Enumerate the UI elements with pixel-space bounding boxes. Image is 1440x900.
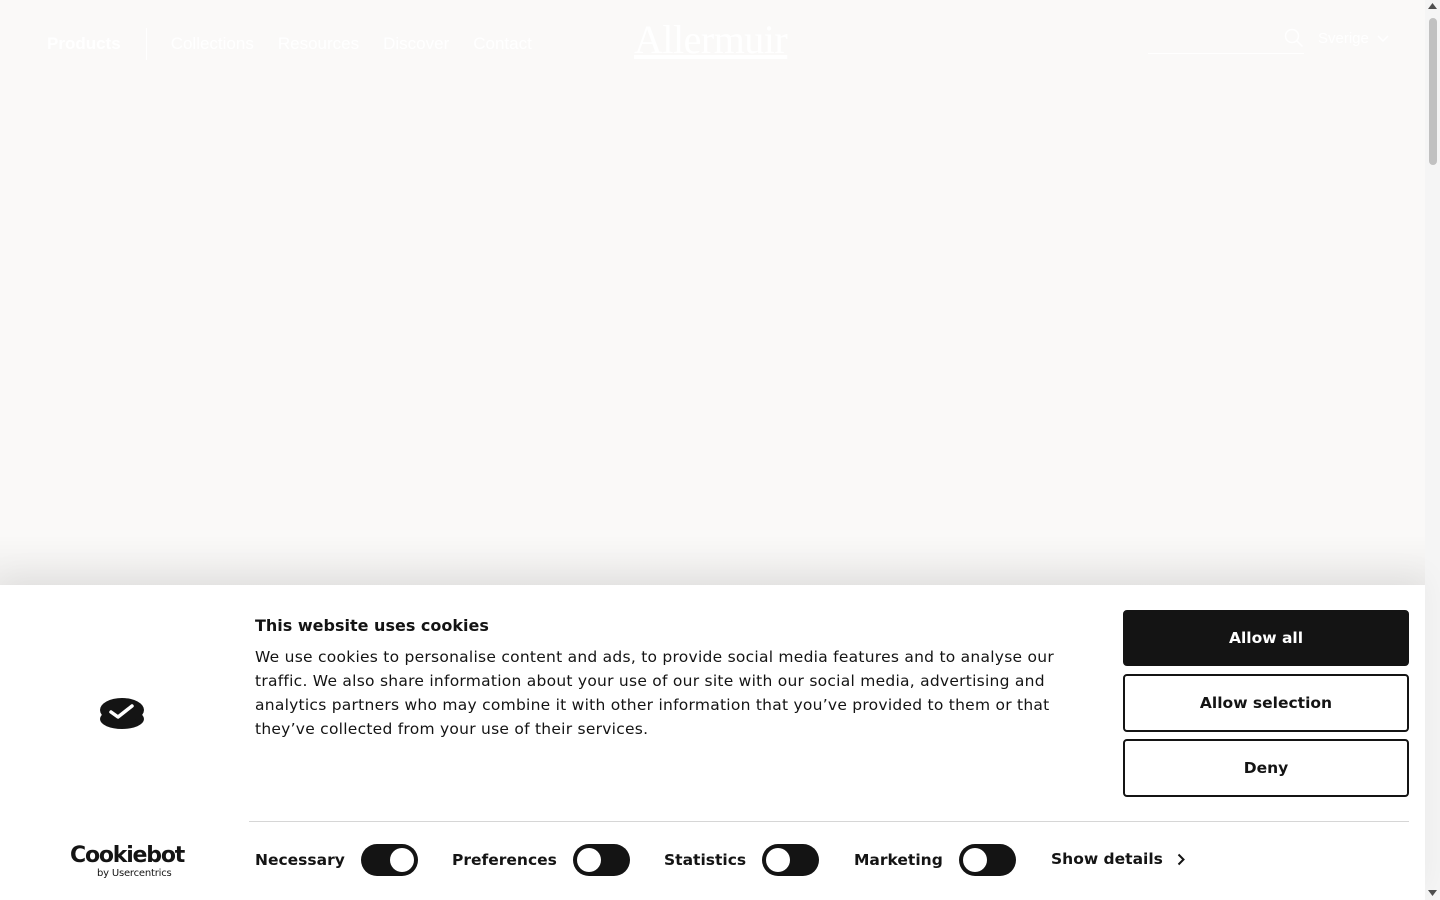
cookie-consent-dialog: [0, 585, 1425, 900]
statistics-switch[interactable]: [762, 844, 819, 876]
switch-knob: [390, 848, 414, 872]
scroll-down-arrow-icon[interactable]: [1428, 890, 1437, 896]
site-logo[interactable]: Allermuir: [634, 17, 788, 62]
switch-knob: [766, 848, 790, 872]
cookie-divider: [249, 821, 1409, 822]
nav-divider: [146, 28, 147, 60]
scroll-thumb[interactable]: [1429, 18, 1437, 165]
language-label: Sverige: [1318, 30, 1369, 47]
cookiebot-logo[interactable]: [70, 843, 185, 879]
marketing-switch[interactable]: [959, 844, 1016, 876]
page-scrollbar[interactable]: [1425, 0, 1440, 900]
nav-collections[interactable]: Collections: [170, 34, 254, 53]
cookiebot-subtitle: by Usercentrics: [97, 868, 172, 879]
cookiebot-brand: Cookiebot: [70, 843, 185, 868]
toggle-label-preferences: Preferences: [452, 851, 557, 869]
toggle-statistics: [664, 845, 819, 875]
chevron-right-icon: [1177, 853, 1185, 866]
nav-products[interactable]: Products: [47, 34, 121, 53]
show-details-label: Show details: [1051, 850, 1163, 868]
nav-contact[interactable]: Contact: [473, 34, 532, 53]
allow-all-button[interactable]: Allow all: [1123, 610, 1409, 666]
toggle-label-statistics: Statistics: [664, 851, 747, 869]
nav-discover[interactable]: Discover: [383, 34, 450, 53]
toggle-label-necessary: Necessary: [255, 851, 345, 869]
necessary-switch[interactable]: [361, 844, 418, 876]
search-input[interactable]: [1148, 53, 1304, 54]
toggle-marketing: [854, 845, 1016, 875]
switch-knob: [577, 848, 601, 872]
cookie-description: We use cookies to personalise content and ads, to provide social media features and to analyse our traffic. We also share information about your use of our site with our social media, advertising and analytics partners who may combine it with other information that you’ve provided to them or that they’ve collected from your use of their services.: [255, 648, 1054, 738]
cookie-title: This website uses cookies: [255, 616, 489, 635]
site-header: [0, 0, 1425, 80]
preferences-switch[interactable]: [573, 844, 630, 876]
cookiebot-badge-icon: [98, 695, 146, 731]
scroll-up-arrow-icon[interactable]: [1428, 3, 1437, 9]
toggle-necessary: [255, 845, 418, 875]
page-shadow: [0, 535, 1425, 585]
chevron-down-icon: [1377, 35, 1389, 43]
allow-selection-button[interactable]: Allow selection: [1123, 674, 1409, 732]
search-icon[interactable]: [1284, 28, 1304, 48]
switch-knob: [963, 848, 987, 872]
main-nav: [47, 28, 556, 60]
nav-resources[interactable]: Resources: [277, 34, 360, 53]
toggle-label-marketing: Marketing: [854, 851, 943, 869]
deny-button[interactable]: Deny: [1123, 739, 1409, 797]
language-selector[interactable]: [1318, 30, 1389, 47]
toggle-preferences: [452, 845, 630, 875]
show-details-link[interactable]: [1051, 850, 1185, 868]
